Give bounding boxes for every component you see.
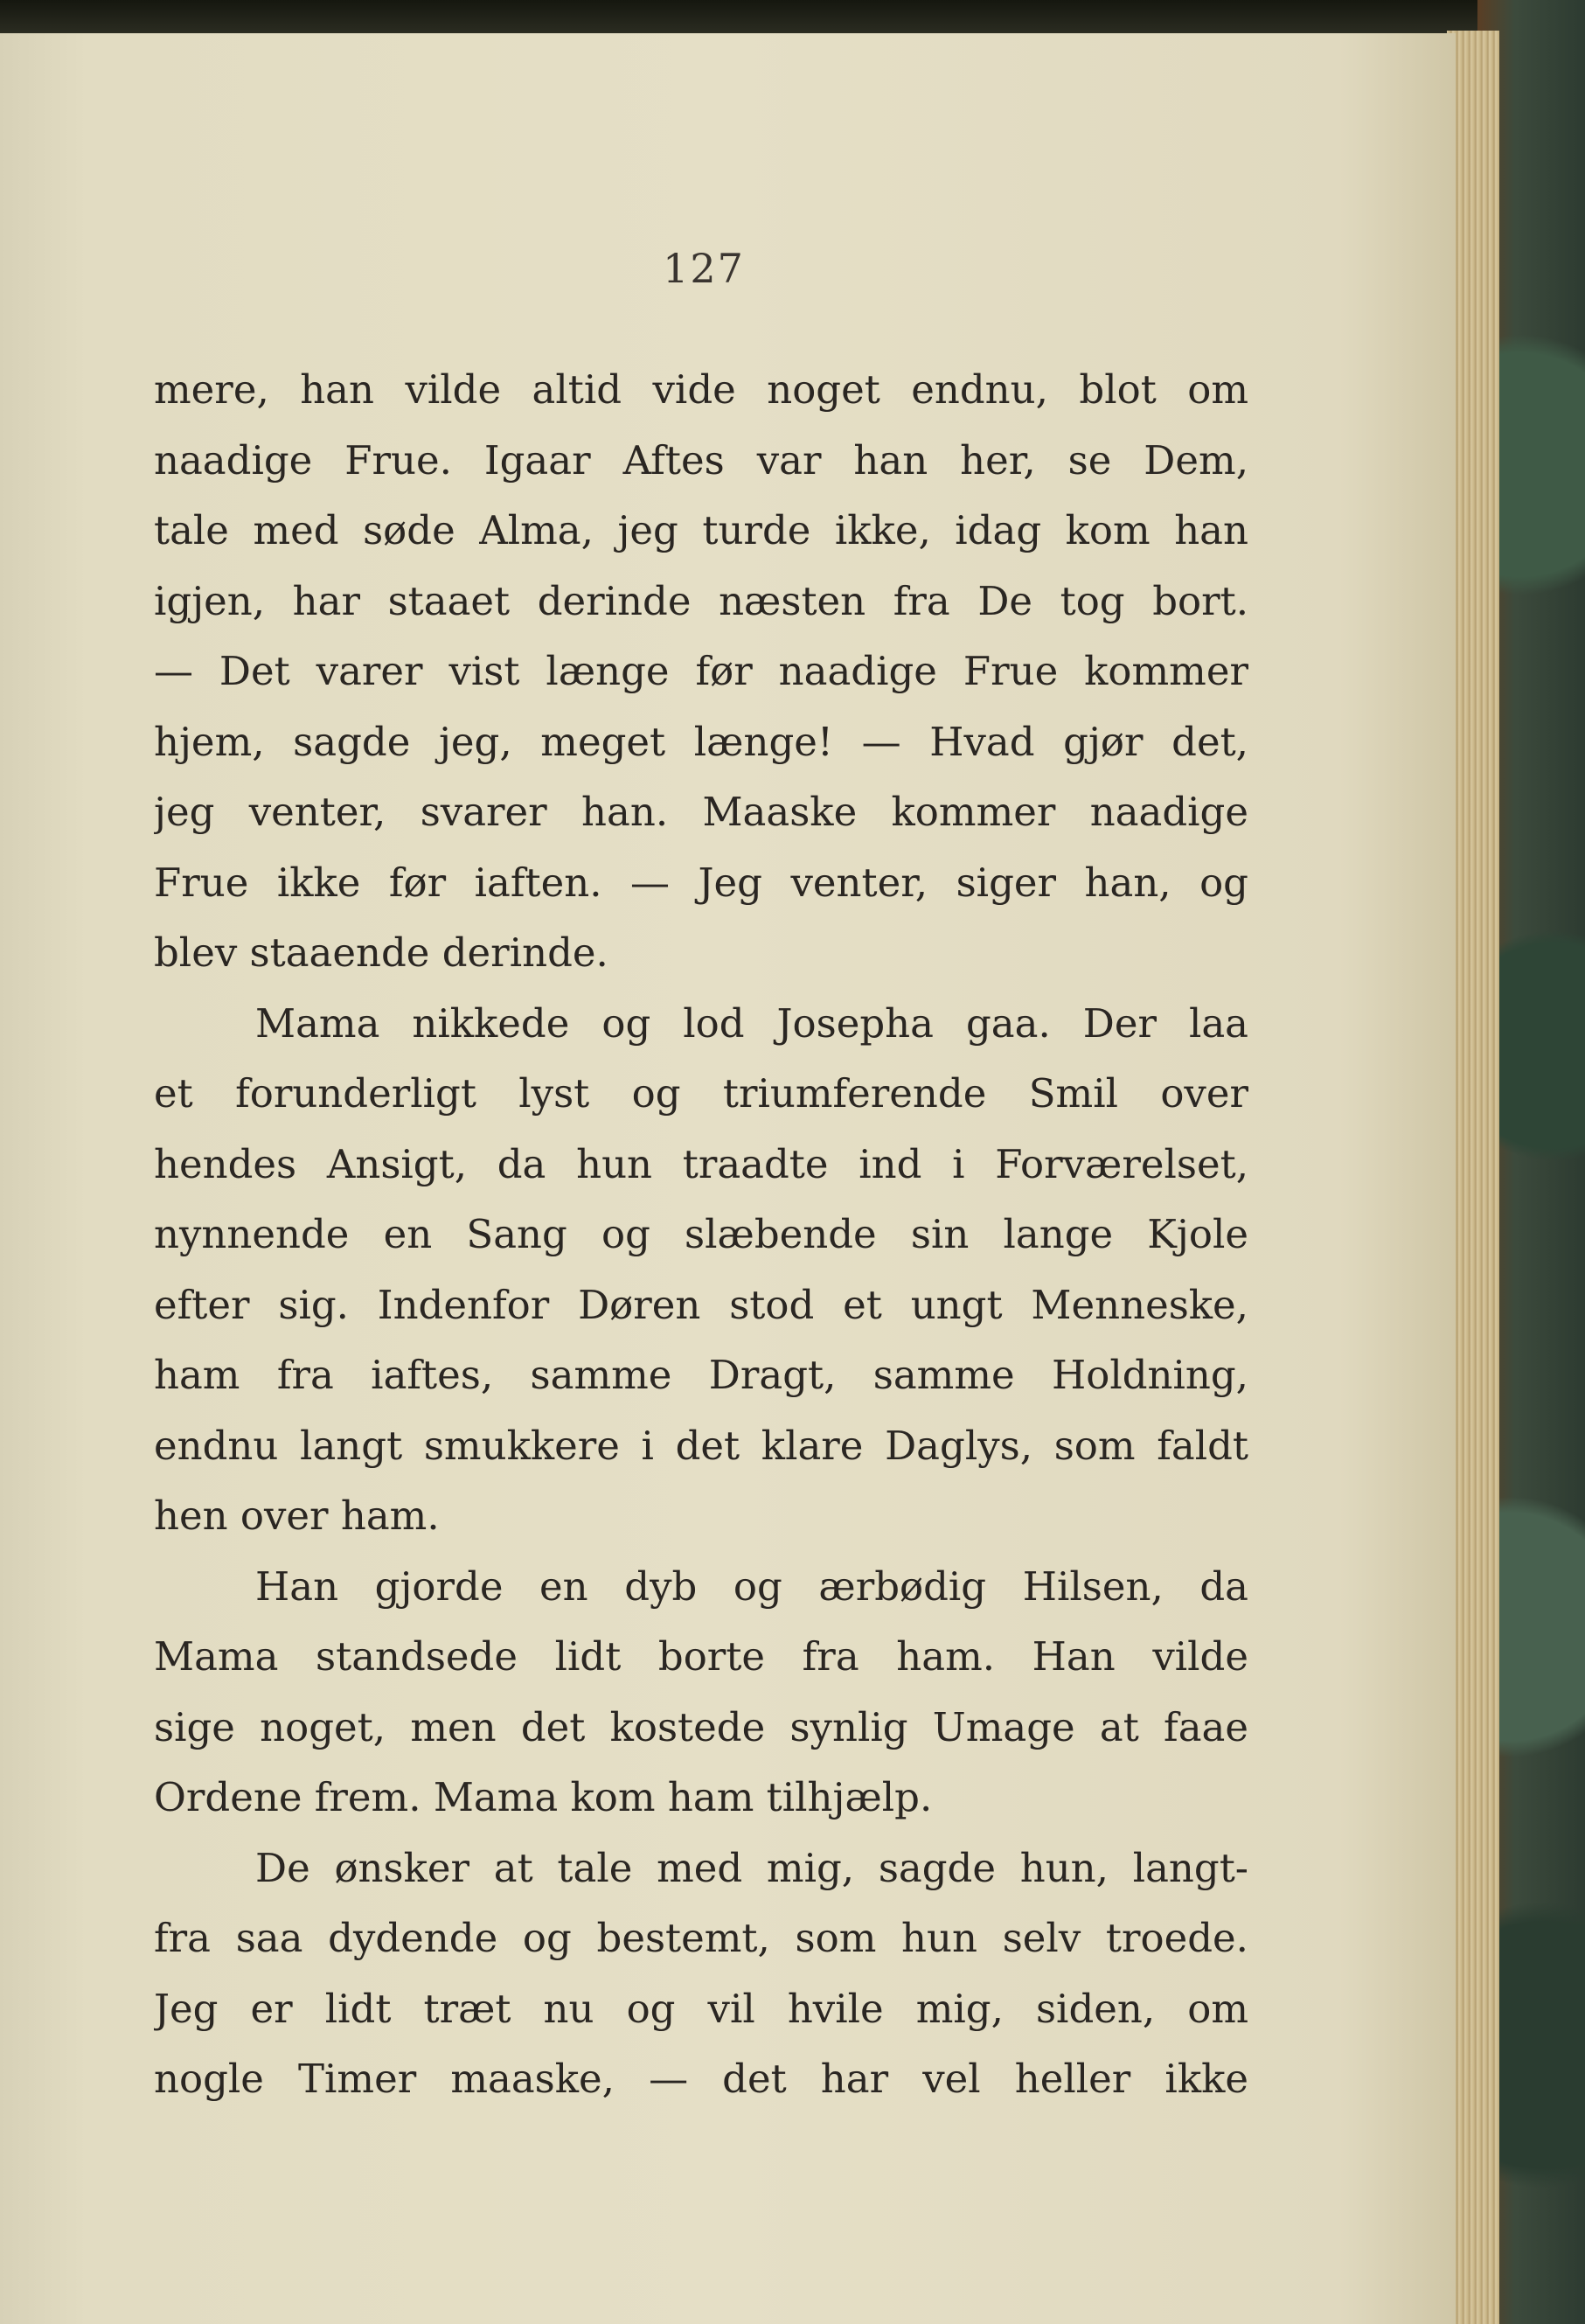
text-line: jeg venter, svarer han. Maaske kommer naadige <box>154 789 1248 835</box>
text-line: — Det varer vist længe før naadige Frue kommer <box>154 648 1248 694</box>
page-text <box>154 355 1248 2115</box>
text-line: et forunderligt lyst og triumferende Smil over <box>154 1070 1248 1117</box>
text-line: hen over ham. <box>154 1493 440 1539</box>
text-line: Ordene frem. Mama kom ham tilhjælp. <box>154 1774 933 1820</box>
text-line: Mama standsede lidt borte fra ham. Han vilde <box>154 1633 1248 1680</box>
text-line: fra saa dydende og bestemt, som hun selv troede. <box>154 1915 1248 1961</box>
text-line: De ønsker at tale med mig, sagde hun, langt- <box>255 1844 1248 1891</box>
text-line: efter sig. Indenfor Døren stod et ungt Menneske, <box>154 1281 1248 1328</box>
text-line: hendes Ansigt, da hun traadte ind i Forværelset, <box>154 1140 1248 1187</box>
text-line: tale med søde Alma, jeg turde ikke, idag kom han <box>154 507 1248 553</box>
text-line: hjem, sagde jeg, meget længe! — Hvad gjør det, <box>154 718 1248 765</box>
text-line: blev staaende derinde. <box>154 929 608 976</box>
text-line: nynnende en Sang og slæbende sin lange Kjole <box>154 1211 1248 1257</box>
text-line: Frue ikke før iaften. — Jeg venter, siger han, og <box>154 859 1248 906</box>
text-line: Han gjorde en dyb og ærbødig Hilsen, da <box>255 1562 1248 1610</box>
text-line: sige noget, men det kostede synlig Umage at faae <box>154 1703 1248 1750</box>
text-line: nogle Timer maaske, — det har vel heller ikke <box>154 2056 1248 2102</box>
book-page <box>0 33 1456 2324</box>
text-line: Mama nikkede og lod Josepha gaa. Der laa <box>255 999 1248 1047</box>
photo-top-edge <box>0 0 1585 35</box>
text-line: ham fra iaftes, samme Dragt, samme Holdning, <box>154 1352 1248 1398</box>
text-line: endnu langt smukkere i det klare Daglys, som faldt <box>154 1422 1248 1469</box>
text-line: igjen, har staaet derinde næsten fra De tog bort. <box>154 577 1248 624</box>
text-line: Jeg er lidt træt nu og vil hvile mig, siden, om <box>154 1985 1248 2032</box>
page-number: 127 <box>663 245 745 292</box>
text-line: naadige Frue. Igaar Aftes var han her, se Dem, <box>154 436 1248 484</box>
text-line: mere, han vilde altid vide noget endnu, blot om <box>154 366 1248 413</box>
